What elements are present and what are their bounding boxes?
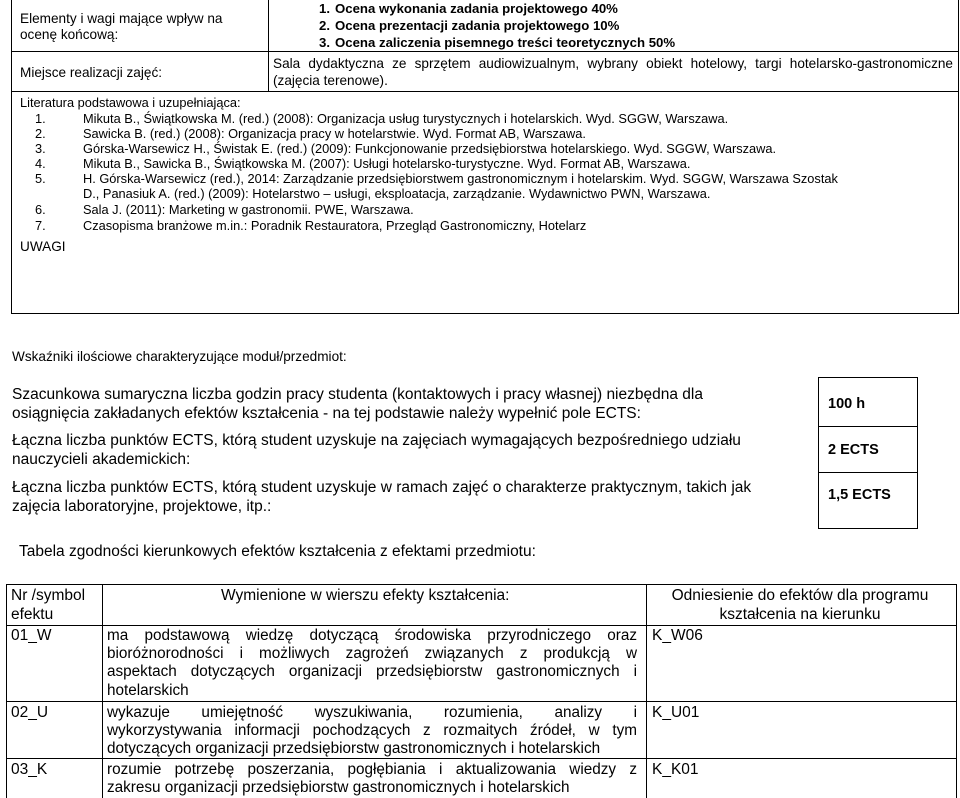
header-nr-symbol: Nr /symbol efektu bbox=[11, 587, 86, 623]
literatura-item: 7. Czasopisma branżowe m.in.: Poradnik Restauratora, Przegląd Gastronomiczny, Hotelarz bbox=[35, 218, 587, 233]
literatura-item: 2. Sawicka B. (red.) (2008): Organizacja pracy w hotelarstwie. Wyd. Format AB, Warszawa. bbox=[35, 126, 586, 141]
row-divider-1 bbox=[11, 51, 959, 52]
literatura-item-continuation: D., Panasiuk A. (red.) (2009): Hotelarstwo – usługi, eksploatacja, zarządzanie. Wydawnictwo PWN, Warszawa. bbox=[83, 186, 711, 201]
header-efekty: Wymienione w wierszu efekty kształcenia: bbox=[221, 587, 510, 604]
effect-id: 02_U bbox=[11, 704, 49, 721]
ects-bottom-border bbox=[818, 528, 918, 529]
effect-id: 03_K bbox=[11, 761, 48, 778]
ocena-item-3: 3. Ocena zaliczenia pisemnego treści teoretycznych 50% bbox=[319, 35, 676, 50]
effect-ref: K_K01 bbox=[652, 761, 699, 778]
effect-description: ma podstawową wiedzę dotyczącą środowiska przyrodniczego oraz bioróżnorodności i możliwych zagrożeń związanych z produkcją w aspektach dotyczących organizacji przedsiębiorstw gastronomicznych i hotelarskich bbox=[107, 627, 637, 699]
ects-divider bbox=[818, 426, 918, 427]
effects-row-divider bbox=[6, 701, 957, 702]
literatura-item: 1. Mikuta B., Świątkowska M. (red.) (2008): Organizacja usług turystycznych i hotelarskich. Wyd. SGGW, Warszawa. bbox=[35, 111, 729, 126]
ocena-item-1: 1. Ocena wykonania zadania projektowego 40% bbox=[319, 1, 618, 16]
header-odniesienie: Odniesienie do efektów dla programu kształcenia na kierunku bbox=[671, 587, 929, 623]
effects-right-border bbox=[956, 584, 957, 798]
row-divider-2 bbox=[11, 91, 959, 92]
ects-top-border bbox=[818, 377, 918, 378]
ects-row-text: Szacunkowa sumaryczna liczba godzin pracy studenta (kontaktowych i pracy własnej) niezbędna dla osiągnięcia zakładanych efektów kształcenia - na tej podstawie należy wypełnić pole ECTS: bbox=[12, 386, 703, 422]
ocena-item-2: 2. Ocena prezentacji zadania projektowego 10% bbox=[319, 18, 620, 33]
effect-ref: K_U01 bbox=[652, 704, 700, 721]
col-divider bbox=[268, 0, 269, 91]
literatura-item: 4. Mikuta B., Sawicka B., Świątkowska M. (2007): Usługi hotelarsko-turystyczne. Wyd. Format AB, Warszawa. bbox=[35, 156, 691, 171]
ects-row-text: Łączna liczba punktów ECTS, którą student uzyskuje na zajęciach wymagających bezpośredniego udziału nauczycieli akademickich: bbox=[12, 432, 741, 468]
effect-description: wykazuje umiejętność wyszukiwania, rozumienia, analizy i wykorzystywania informacji pochodzących z rozmaitych źródeł, w tym dotyczących organizacji przedsiębiorstw gastronomicznych i hotelarskich bbox=[107, 704, 637, 758]
literatura-item: 3. Górska-Warsewicz H., Świstak E. (red.) (2009): Funkcjonowanie przedsiębiorstwa hotelarskiego. Wyd. SGGW, Warszawa. bbox=[35, 141, 777, 156]
ects-value: 2 ECTS bbox=[828, 442, 879, 458]
elementy-label: Elementy i wagi mające wpływ na ocenę końcową: bbox=[20, 11, 223, 42]
effect-id: 01_W bbox=[11, 627, 52, 644]
ects-value: 1,5 ECTS bbox=[828, 487, 891, 503]
literatura-label: Literatura podstawowa i uzupełniająca: bbox=[20, 95, 241, 110]
wskazniki-heading: Wskaźniki ilościowe charakteryzujące moduł/przedmiot: bbox=[12, 349, 347, 364]
effects-top-border bbox=[6, 584, 957, 585]
effect-description: rozumie potrzebę poszerzania, pogłębiania i aktualizowania wiedzy z zakresu organizacji przedsiębiorstw gastronomicznych i hotelarskich bbox=[107, 761, 637, 797]
ects-left-border bbox=[818, 377, 819, 529]
uwagi-label: UWAGI bbox=[20, 239, 66, 254]
border-right bbox=[958, 0, 959, 313]
effects-left-border bbox=[6, 584, 7, 798]
miejsce-text: Sala dydaktyczna ze sprzętem audiowizualnym, wybrany obiekt hotelowy, targi hotelarsko-gastronomiczne (zajęcia terenowe). bbox=[273, 56, 953, 88]
miejsce-label: Miejsce realizacji zajęć: bbox=[20, 65, 163, 80]
ects-row-text: Łączna liczba punktów ECTS, którą student uzyskuje w ramach zajęć o charakterze praktycznym, takich jak zajęcia laboratoryjne, projektowe, itp.: bbox=[12, 479, 752, 515]
ects-right-border bbox=[917, 377, 918, 529]
effect-ref: K_W06 bbox=[652, 627, 703, 644]
effects-col-divider bbox=[102, 584, 103, 798]
effects-col-divider bbox=[646, 584, 647, 798]
ects-value: 100 h bbox=[828, 396, 866, 412]
literatura-item: 6. Sala J. (2011): Marketing w gastronomii. PWE, Warszawa. bbox=[35, 202, 414, 217]
ects-divider bbox=[818, 472, 918, 473]
border-left bbox=[11, 0, 12, 313]
zgodnosc-heading: Tabela zgodności kierunkowych efektów kształcenia z efektami przedmiotu: bbox=[19, 543, 536, 560]
effects-row-divider bbox=[6, 625, 957, 626]
literatura-item: 5. H. Górska-Warsewicz (red.), 2014: Zarządzanie przedsiębiorstwem gastronomicznym i hotelarskim. Wyd. SGGW, Warszawa Szostak bbox=[35, 171, 838, 186]
border-bottom bbox=[11, 313, 959, 314]
